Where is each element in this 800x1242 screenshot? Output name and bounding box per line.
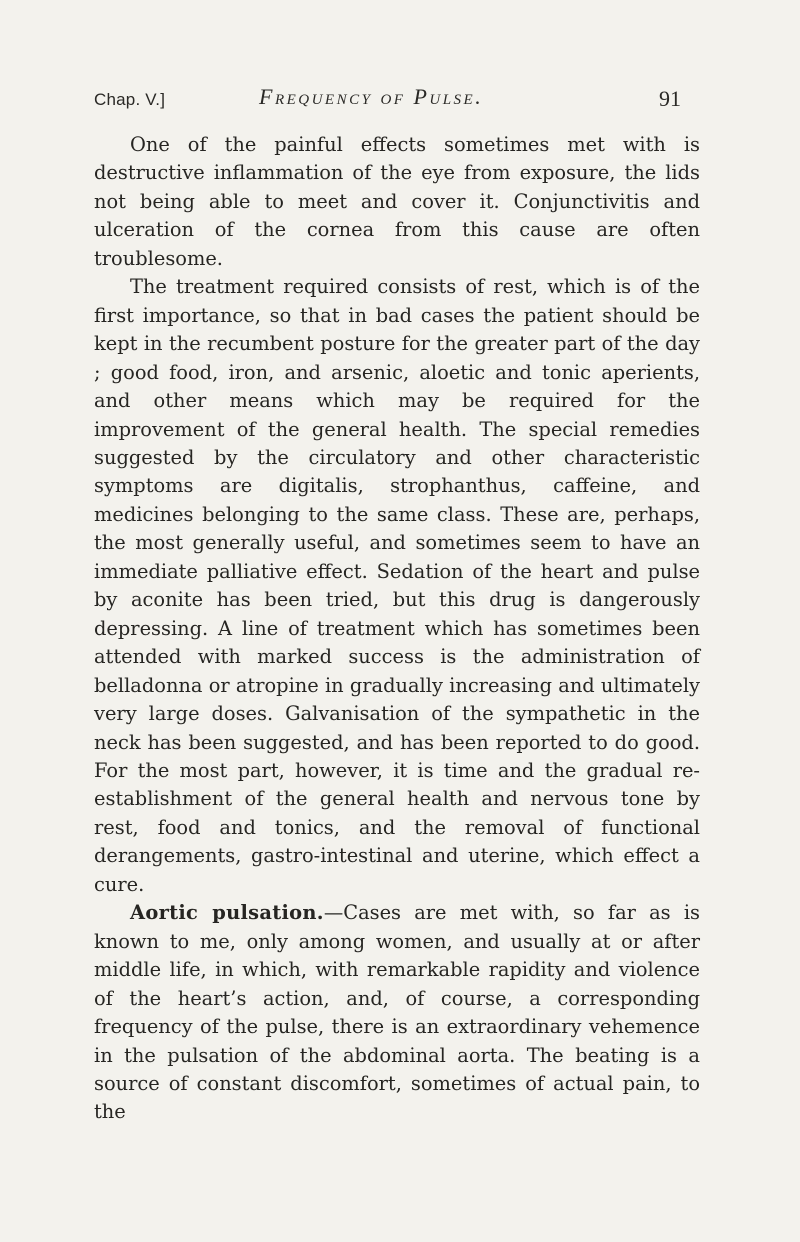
running-title: Frequency of Pulse.: [259, 84, 484, 109]
paragraph-aortic-pulsation-text: —Cases are met with, so far as is known to me, only among women, and usually at or after middle life, in which, with remarkable rapidity and violence of the heart’s action, and, of course, a corresponding frequency of the pulse, there is an extraordinary vehemence in the pulsation of the abdominal aorta. The beating is a source of constant discomfort, sometimes of actual pain, to the: [94, 901, 700, 1124]
chapter-label: Chap. V.]: [94, 90, 166, 109]
page-number: 91: [659, 86, 681, 111]
running-header: [94, 84, 694, 114]
section-lead-aortic-pulsation: Aortic pulsation.: [130, 901, 324, 925]
paragraph-eye-effects: One of the painful effects sometimes met with is destructive inflammation of the eye from exposure, the lids not being able to meet and cover it. Conjunctivitis and ulceration of the cornea from this cause are often troublesome.: [94, 133, 700, 270]
paragraph-aortic-pulsation: [94, 899, 700, 1127]
body-text: [94, 131, 700, 1127]
paragraph-treatment: The treatment required consists of rest, which is of the first importance, so that in bad cases the patient should be kept in the recumbent posture for the greater part of the day ; good food, iron, and arsenic, aloetic and tonic aperients, and other means which may be required for the improvement of the general health. The special remedies suggested by the circulatory and other characteristic symptoms are digitalis, strophanthus, caffeine, and medicines belonging to the same class. These are, perhaps, the most generally useful, and sometimes seem to have an immediate palliative effect. Sedation of the heart and pulse by aconite has been tried, but this drug is dangerously depressing. A line of treatment which has sometimes been attended with marked success is the administration of belladonna or atropine in gradually increasing and ultimately very large doses. Galvanisation of the sympathetic in the neck has been suggested, and has been reported to do good. For the most part, however, it is time and the gradual re-establishment of the general health and nervous tone by rest, food and tonics, and the removal of functional derangements, gastro-intestinal and uterine, which effect a cure.: [94, 275, 700, 896]
